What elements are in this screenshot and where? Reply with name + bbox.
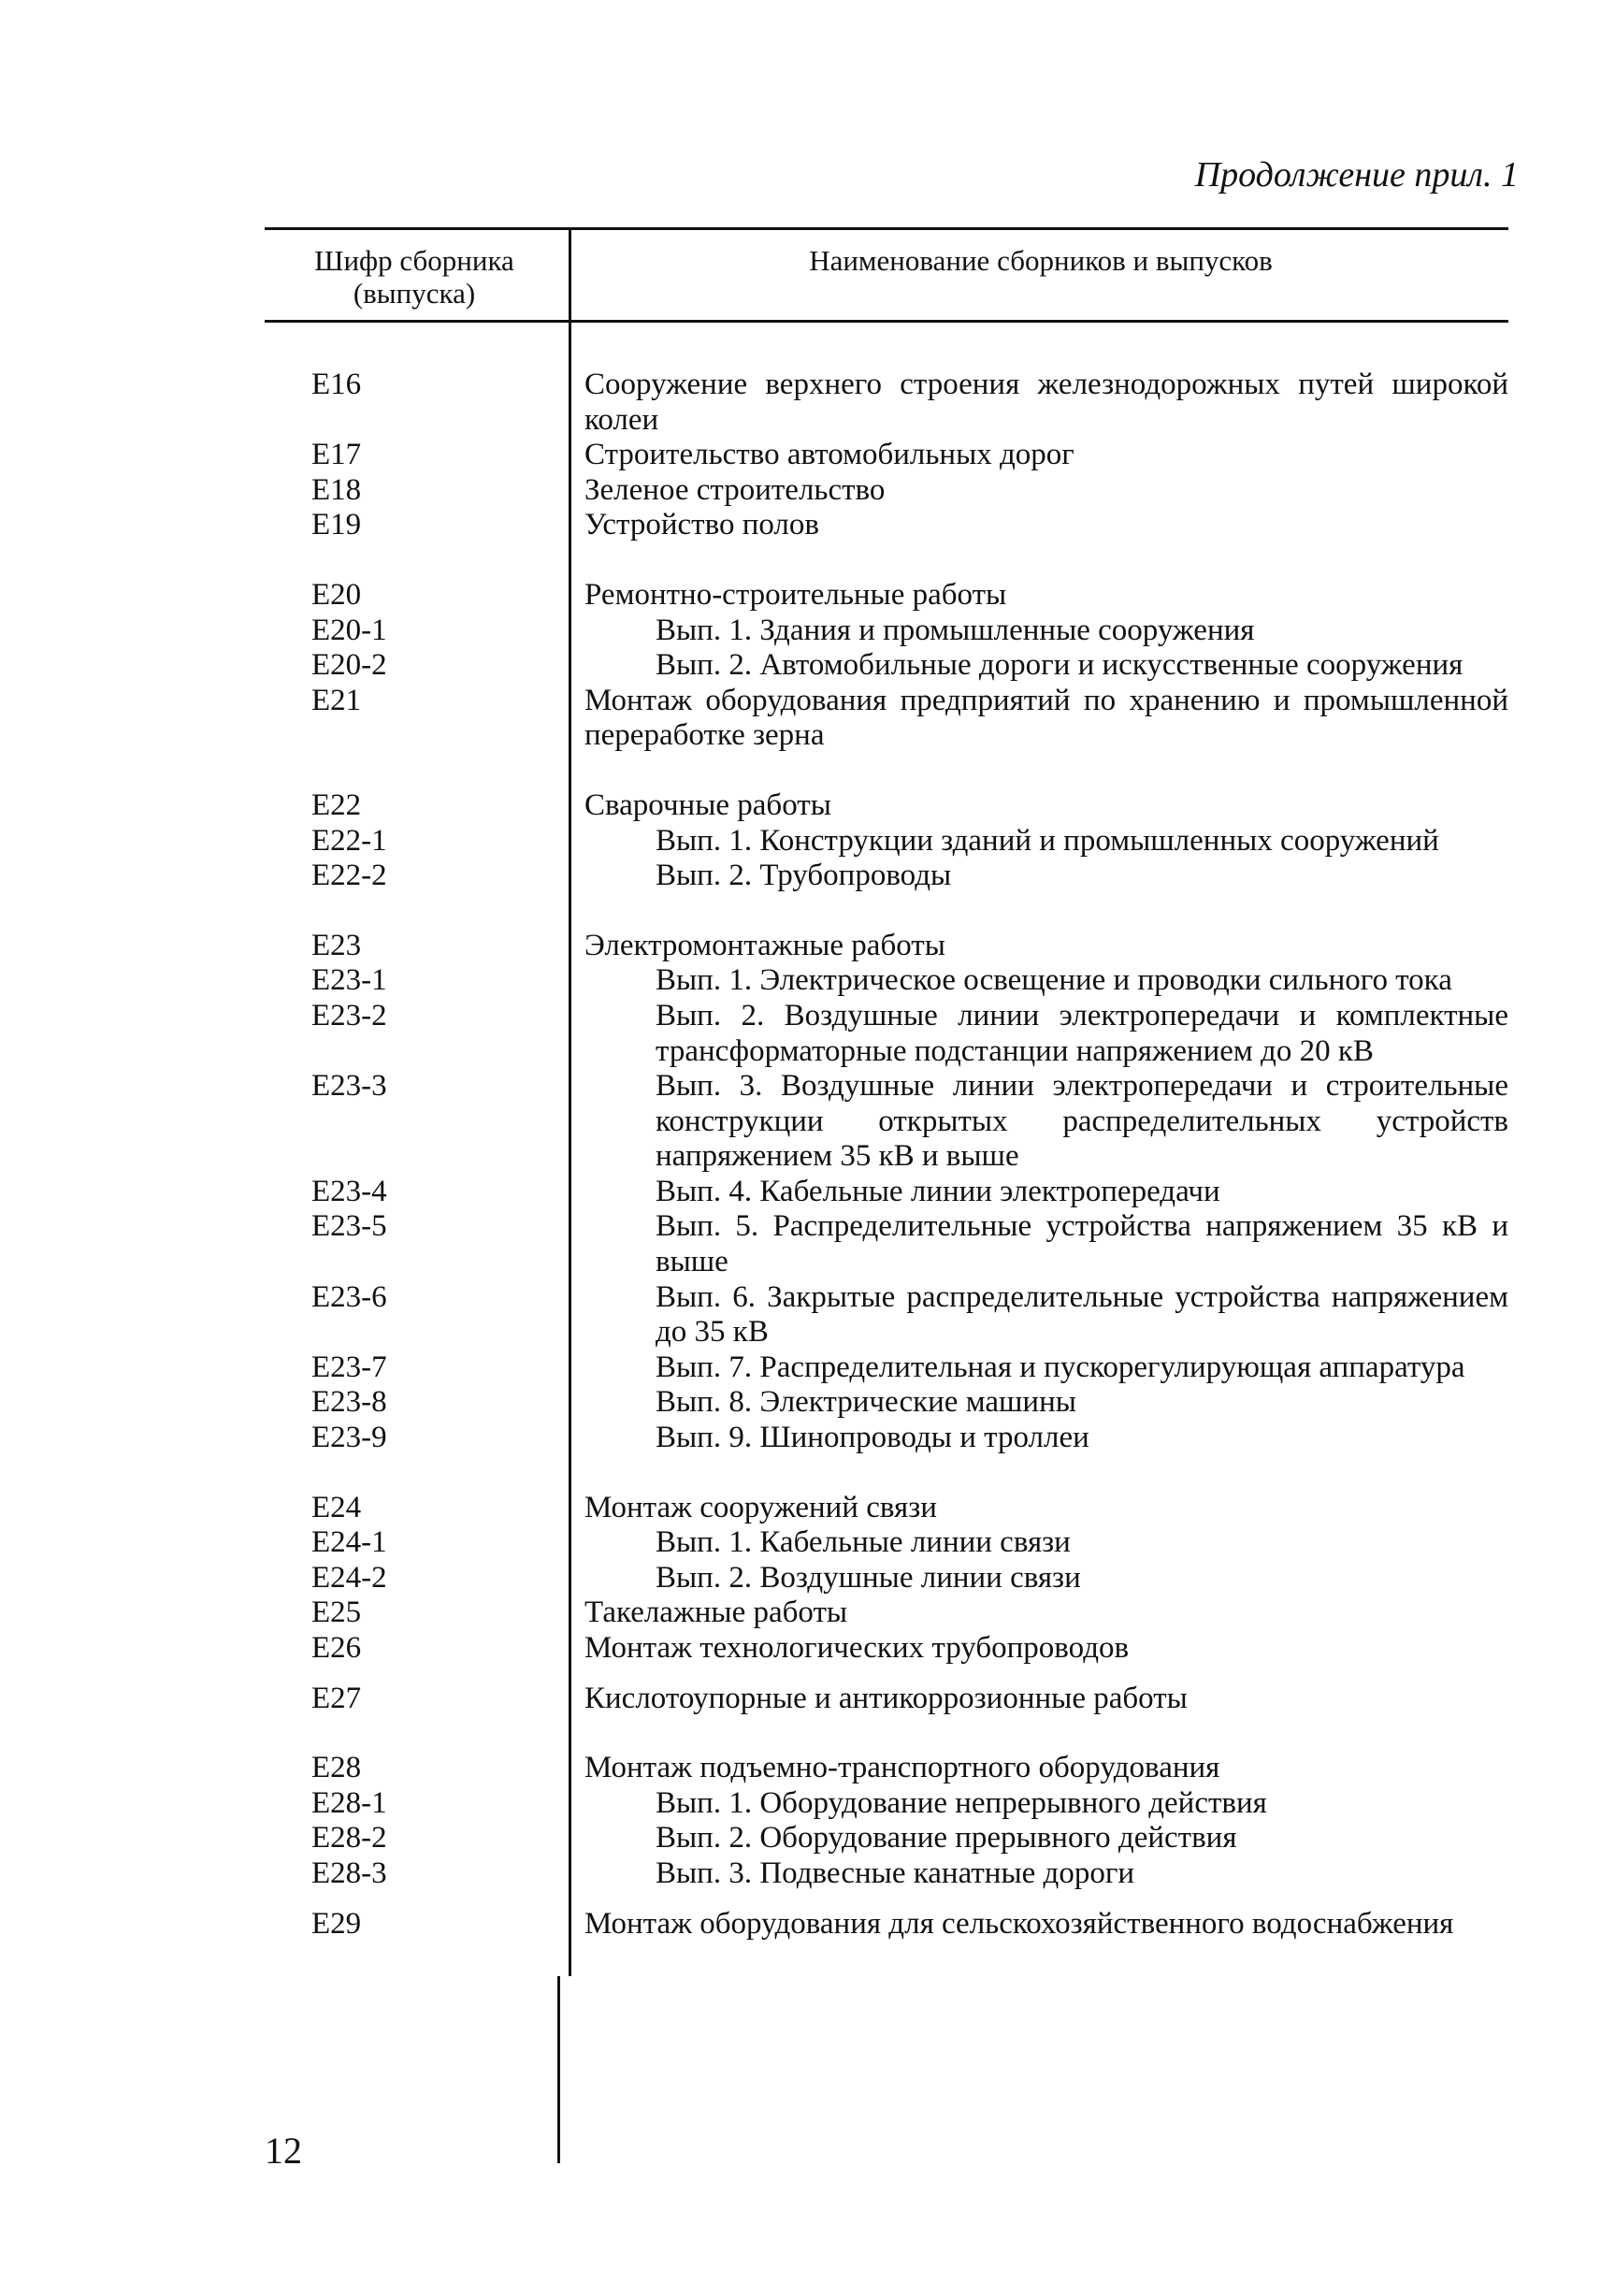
column-header-code: Шифр сборника (выпуска) [314,244,514,310]
table-row [265,824,1508,859]
row-name: Вып. 1. Кабельные линии связи [656,1525,1071,1560]
table-row [265,963,1508,999]
row-code: Е28-3 [311,1856,387,1890]
table-row [265,1907,1508,1942]
row-name: Вып. 2. Трубопроводы [656,859,952,893]
table-row [265,578,1508,614]
group-gap [265,543,1508,578]
table-row [265,648,1508,684]
row-code: Е25 [311,1596,362,1630]
column-header-name: Наименование сборников и выпусков [809,244,1273,277]
row-name: Вып. 5. Распределительные устройства напряжением 35 кВ и выше [656,1209,1508,1279]
page-number: 12 [265,2130,302,2172]
row-code: Е23-1 [311,963,387,998]
row-name: Вып. 6. Закрытые распределительные устройства напряжением до 35 кВ [656,1279,1508,1350]
group-gap [265,1456,1508,1491]
column-divider-lower [557,1976,560,2163]
table-row [265,929,1508,964]
group-gap [265,894,1508,929]
row-code: Е23 [311,928,362,962]
row-code: Е23-3 [311,1069,387,1104]
row-code: Е28 [311,1751,362,1785]
table-row [265,1561,1508,1596]
row-code: Е23-6 [311,1279,387,1314]
table-row [265,614,1508,649]
table-row [265,1280,1508,1350]
table-row [265,438,1508,473]
row-code: Е21 [311,683,362,717]
table-row [265,999,1508,1069]
table-row [265,1751,1508,1786]
row-name: Вып. 2. Автомобильные дороги и искусственные сооружения [656,648,1464,683]
table-row [265,1525,1508,1561]
row-name: Сварочные работы [584,787,831,822]
row-name: Монтаж оборудования для сельскохозяйственного водоснабжения [584,1906,1454,1941]
row-code: Е28-2 [311,1821,387,1856]
row-name: Вып. 2. Воздушные линии связи [656,1560,1081,1595]
table-row [265,1596,1508,1631]
table-row [265,1786,1508,1822]
table-row [265,473,1508,509]
row-code: Е22-1 [311,823,387,858]
table-header-rule [265,320,1508,323]
row-code: Е18 [311,472,362,507]
row-name: Кислотоупорные и антикоррозионные работы [584,1681,1188,1715]
row-code: Е23-4 [311,1174,387,1208]
table-row [265,1856,1508,1892]
table-row [265,1209,1508,1279]
row-name: Электромонтажные работы [584,928,945,962]
group-gap [265,1716,1508,1751]
row-code: Е16 [311,368,362,401]
row-code: Е22-2 [311,859,387,893]
row-name: Вып. 3. Воздушные линии электропередачи и строительные конструкции открытых распределительных устройств напряжением 35 кВ и выше [656,1069,1508,1174]
row-code: Е22 [311,787,362,822]
table-row [265,788,1508,824]
row-code: Е28-1 [311,1785,387,1820]
row-code: Е23-7 [311,1350,387,1384]
row-name: Монтаж оборудования предприятий по хранению и промышленной переработке зерна [584,683,1508,753]
row-code: Е17 [311,438,362,472]
row-name: Монтаж сооружений связи [584,1490,937,1524]
row-name: Сооружение верхнего строения железнодорожных путей широкой колеи [584,368,1508,437]
row-name: Вып. 1. Конструкции зданий и промышленных сооружений [656,823,1439,858]
row-name: Вып. 4. Кабельные линии электропередачи [656,1174,1220,1208]
catalog-table [265,227,1508,2163]
row-name: Такелажные работы [584,1596,848,1630]
row-code: Е23-2 [311,998,387,1032]
row-code: Е23-5 [311,1209,387,1244]
row-name: Вып. 2. Воздушные линии электропередачи и комплектные трансформаторные подстанции напряжением до 20 кВ [656,998,1508,1068]
table-row [265,1821,1508,1856]
row-name: Зеленое строительство [584,472,886,507]
row-name: Строительство автомобильных дорог [584,438,1074,472]
table-row [265,508,1508,543]
group-gap [265,1667,1508,1682]
row-code: Е27 [311,1681,362,1715]
row-name: Вып. 1. Оборудование непрерывного действия [656,1785,1267,1820]
row-code: Е20 [311,577,362,612]
row-code: Е23-9 [311,1421,387,1455]
row-name: Вып. 9. Шинопроводы и троллеи [656,1421,1089,1455]
row-code: Е26 [311,1631,362,1665]
row-name: Монтаж технологических трубопроводов [584,1631,1130,1665]
group-gap [265,754,1508,788]
row-name: Вып. 1. Здания и промышленные сооружения [656,613,1255,647]
row-name: Вып. 7. Распределительная и пускорегулирующая аппаратура [656,1350,1465,1384]
row-code: Е24-1 [311,1525,387,1560]
table-row [265,1682,1508,1717]
table-row [265,684,1508,754]
group-gap [265,1892,1508,1907]
table-row [265,1631,1508,1667]
row-code: Е23-8 [311,1385,387,1420]
row-name: Вып. 2. Оборудование прерывного действия [656,1821,1237,1856]
table-body [265,368,1508,1942]
row-code: Е20-1 [311,613,387,647]
table-row [265,1350,1508,1386]
table-row [265,1069,1508,1175]
row-name: Ремонтно-строительные работы [584,577,1007,612]
continuation-header: Продолжение прил. 1 [1194,155,1519,195]
row-name: Монтаж подъемно-транспортного оборудования [584,1751,1220,1785]
row-code: Е24-2 [311,1560,387,1595]
table-row [265,1175,1508,1210]
row-name: Устройство полов [584,508,819,542]
row-code: Е29 [311,1906,362,1941]
row-name: Вып. 3. Подвесные канатные дороги [656,1856,1135,1890]
row-code: Е19 [311,508,362,542]
row-name: Вып. 8. Электрические машины [656,1385,1076,1420]
row-name: Вып. 1. Электрическое освещение и проводки сильного тока [656,963,1452,998]
row-code: Е20-2 [311,648,387,683]
table-row [265,1491,1508,1526]
table-row [265,859,1508,894]
table-row [265,368,1508,438]
table-top-rule [265,227,1508,230]
table-row [265,1421,1508,1456]
row-code: Е24 [311,1490,362,1524]
table-row [265,1385,1508,1421]
